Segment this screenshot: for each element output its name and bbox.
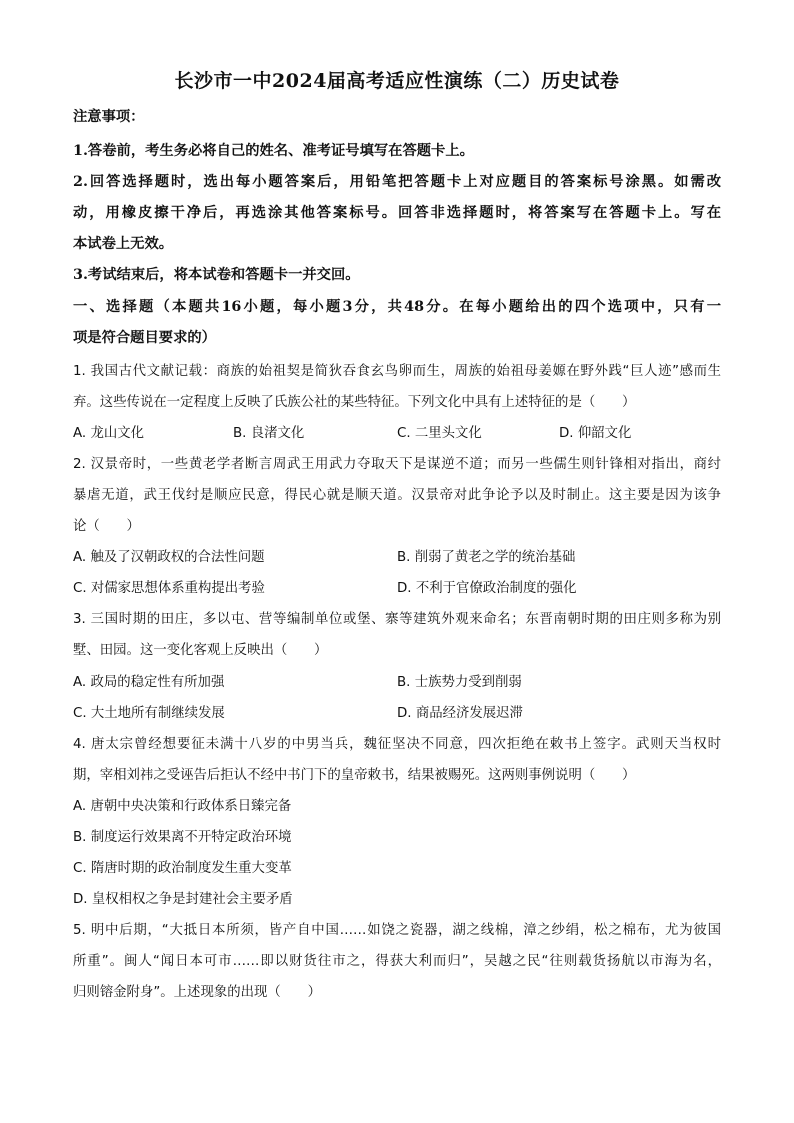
question-5-line-1: 5. 明中后期，“大抵日本所须，皆产自中国……如饶之瓷器，湖之线棉，漳之纱绢，松之棉布，尤为彼国 — [73, 923, 721, 938]
notice-item-2-line-3: 本试卷上无效。 — [73, 236, 174, 252]
question-2-line-1: 2. 汉景帝时，一些黄老学者断言周武王用武力夺取天下是谋逆不道；而另一些儒生则针锋相对指出，商纣 — [73, 457, 721, 472]
question-3-option-b: B. 士族势力受到削弱 — [397, 675, 522, 690]
question-4-option-d: D. 皇权相权之争是封建社会主要矛盾 — [73, 892, 293, 907]
question-4-line-1: 4. 唐太宗曾经想要征未满十八岁的中男当兵，魏征坚决不同意，四次拒绝在敕书上签字。武则天当权时 — [73, 737, 721, 752]
question-1-option-a: A. 龙山文化 — [73, 426, 144, 441]
question-1-line-1: 1. 我国古代文献记载：商族的始祖契是简狄吞食玄鸟卵而生，周族的始祖母姜嫄在野外践“巨人迹”感而生 — [73, 364, 721, 379]
question-5-line-2: 所重”。闽人“闻日本可市……即以财货往市之，得获大利而归”，吴越之民“往则载货扬航以市海为名， — [73, 954, 721, 969]
question-1-option-b: B. 良渚文化 — [233, 426, 305, 441]
question-2-line-2: 暴虐无道，武王伐纣是顺应民意，得民心就是顺天道。汉景帝对此争论予以及时制止。这主要是因为该争 — [73, 488, 721, 503]
notice-item-2-line-1: 2.回答选择题时，选出每小题答案后，用铅笔把答题卡上对应题目的答案标号涂黑。如需改 — [73, 174, 721, 190]
question-4-option-c: C. 隋唐时期的政治制度发生重大变革 — [73, 861, 292, 876]
notice-item-1: 1.答卷前，考生务必将自己的姓名、准考证号填写在答题卡上。 — [73, 143, 474, 159]
notice-item-3: 3.考试结束后，将本试卷和答题卡一并交回。 — [73, 267, 360, 283]
question-4-option-b: B. 制度运行效果离不开特定政治环境 — [73, 830, 292, 845]
question-3-option-c: C. 大土地所有制继续发展 — [73, 706, 225, 721]
notice-item-2-line-2: 动，用橡皮擦干净后，再选涂其他答案标号。回答非选择题时，将答案写在答题卡上。写在 — [73, 205, 721, 221]
question-2-option-a: A. 触及了汉朝政权的合法性问题 — [73, 550, 265, 565]
question-1-option-d: D. 仰韶文化 — [559, 426, 632, 441]
question-4-option-a: A. 唐朝中央决策和行政体系日臻完备 — [73, 799, 292, 814]
section-heading-line-1: 一、选择题（本题共16小题，每小题3分，共48分。在每小题给出的四个选项中，只有一 — [73, 299, 721, 315]
question-5-line-3: 归则镕金附身”。上述现象的出现（ ） — [73, 985, 321, 1000]
question-3-option-a: A. 政局的稳定性有所加强 — [73, 675, 225, 690]
exam-title: 长沙市一中2024届高考适应性演练（二）历史试卷 — [174, 70, 620, 92]
question-1-line-2: 弃。这些传说在一定程度上反映了氏族公社的某些特征。下列文化中具有上述特征的是（ ） — [73, 395, 636, 410]
question-2-option-d: D. 不利于官僚政治制度的强化 — [397, 581, 577, 596]
question-1-option-c: C. 二里头文化 — [397, 426, 482, 441]
question-3-line-1: 3. 三国时期的田庄，多以屯、营等编制单位或堡、寨等建筑外观来命名；东晋南朝时期的田庄则多称为别 — [73, 612, 721, 627]
question-2-option-b: B. 削弱了黄老之学的统治基础 — [397, 550, 576, 565]
question-3-line-2: 墅、田园。这一变化客观上反映出（ ） — [73, 643, 328, 658]
question-4-line-2: 期，宰相刘祎之受诬告后拒认不经中书门下的皇帝敕书，结果被赐死。这两则事例说明（ ） — [73, 768, 636, 783]
question-2-line-3: 论（ ） — [73, 519, 140, 534]
question-2-option-c: C. 对儒家思想体系重构提出考验 — [73, 581, 265, 596]
section-heading-line-2: 项是符合题目要求的） — [73, 330, 216, 346]
question-3-option-d: D. 商品经济发展迟滞 — [397, 706, 523, 721]
notice-heading: 注意事项： — [73, 109, 145, 125]
